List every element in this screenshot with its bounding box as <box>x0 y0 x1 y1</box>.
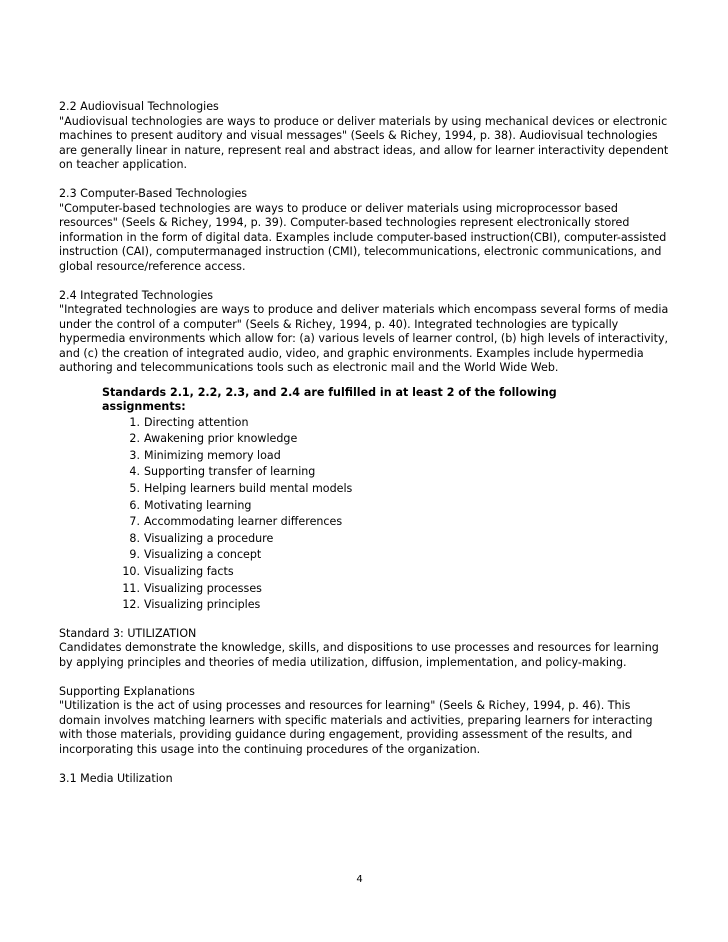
list-item-number: 6. <box>129 498 140 512</box>
list-item-number: 11. <box>122 581 140 595</box>
list-item-text: Directing attention <box>144 415 249 429</box>
section-audiovisual <box>59 100 673 173</box>
list-item <box>102 581 673 598</box>
list-item <box>102 464 673 481</box>
list-item-text: Visualizing a concept <box>144 548 262 562</box>
section-body: "Utilization is the act of using processes and resources for learning" (Seels & Richey, 1994, p. 46). This domain involves matching learners with specific materials and activities, preparing learners for interacting with those materials, providing guidance during engagement, providing assessment of the results, and incorporating this usage into the continuing procedures of the organization. <box>59 699 653 756</box>
list-item <box>102 431 673 448</box>
list-item-text: Helping learners build mental models <box>144 482 353 496</box>
list-item <box>102 415 673 432</box>
page-number-text: 4 <box>356 874 363 885</box>
section-heading: 2.2 Audiovisual Technologies <box>59 100 219 113</box>
section-body: Candidates demonstrate the knowledge, skills, and dispositions to use processes and resources for learning by applying principles and theories of media utilization, diffusion, implementation, and policy-making. <box>59 641 659 669</box>
list-item <box>102 448 673 465</box>
list-item-number: 8. <box>129 531 140 545</box>
section-computer-based <box>59 187 673 274</box>
list-item-text: Accommodating learner differences <box>144 515 343 529</box>
list-item-text: Minimizing memory load <box>144 448 281 462</box>
section-heading: 3.1 Media Utilization <box>59 772 173 785</box>
section-standard-3 <box>59 627 673 671</box>
section-media-utilization <box>59 772 673 787</box>
standards-fulfillment-block <box>102 386 673 614</box>
list-item-text: Awakening prior knowledge <box>144 432 298 446</box>
list-item <box>102 514 673 531</box>
list-item-text: Visualizing processes <box>144 581 262 595</box>
list-item-number: 3. <box>129 448 140 462</box>
section-body: "Integrated technologies are ways to produce and deliver materials which encompass several forms of media under the control of a computer" (Seels & Richey, 1994, p. 40). Integrated technologies are typically hypermedia environments which allow for: (a) various levels of learner control, (b) high levels of interactivity, and (c) the creation of integrated audio, video, and graphic environments. Examples include hypermedia authoring and telecommunications tools such as electronic mail and the World Wide Web. <box>59 303 669 375</box>
assignments-list <box>102 415 673 614</box>
list-item-number: 2. <box>129 432 140 446</box>
section-integrated <box>59 289 673 376</box>
page-content <box>59 100 673 801</box>
list-item <box>102 498 673 515</box>
list-item-text: Supporting transfer of learning <box>144 465 316 479</box>
list-item-number: 1. <box>129 415 140 429</box>
section-heading: 2.3 Computer-Based Technologies <box>59 187 248 201</box>
section-body: "Computer-based technologies are ways to produce or deliver materials using microprocessor based resources" (Seels & Richey, 1994, p. 39). Computer-based technologies represent electronically stored information in the form of digital data. Examples include computer-based instruction(CBI), computer-assisted instruction (CAI), computermanaged instruction (CMI), telecommunications, electronic communications, and global resource/reference access. <box>59 201 667 273</box>
list-item <box>102 481 673 498</box>
section-heading: Standard 3: UTILIZATION <box>59 626 197 640</box>
list-item-text: Visualizing facts <box>144 565 234 579</box>
section-heading: 2.4 Integrated Technologies <box>59 288 214 302</box>
section-heading: Supporting Explanations <box>59 684 195 698</box>
list-item-number: 7. <box>129 515 140 529</box>
list-item-number: 9. <box>129 548 140 562</box>
list-item <box>102 564 673 581</box>
list-item <box>102 531 673 548</box>
list-item-text: Motivating learning <box>144 498 252 512</box>
list-item-number: 10. <box>122 565 140 579</box>
list-item-number: 5. <box>129 482 140 496</box>
list-item-text: Visualizing a procedure <box>144 531 274 545</box>
page-number <box>0 874 728 886</box>
list-item <box>102 597 673 614</box>
list-item <box>102 547 673 564</box>
section-supporting-explanations <box>59 685 673 758</box>
standards-title: Standards 2.1, 2.2, 2.3, and 2.4 are fulfilled in at least 2 of the following assignments: <box>102 385 557 414</box>
list-item-number: 12. <box>122 598 140 612</box>
section-body: "Audiovisual technologies are ways to produce or deliver materials by using mechanical devices or electronic machines to present auditory and visual messages" (Seels & Richey, 1994, p. 38). Audiovisual technologies are generally linear in nature, represent real and abstract ideas, and allow for learner interactivity dependent on teacher application. <box>59 114 669 171</box>
list-item-text: Visualizing principles <box>144 598 261 612</box>
list-item-number: 4. <box>129 465 140 479</box>
